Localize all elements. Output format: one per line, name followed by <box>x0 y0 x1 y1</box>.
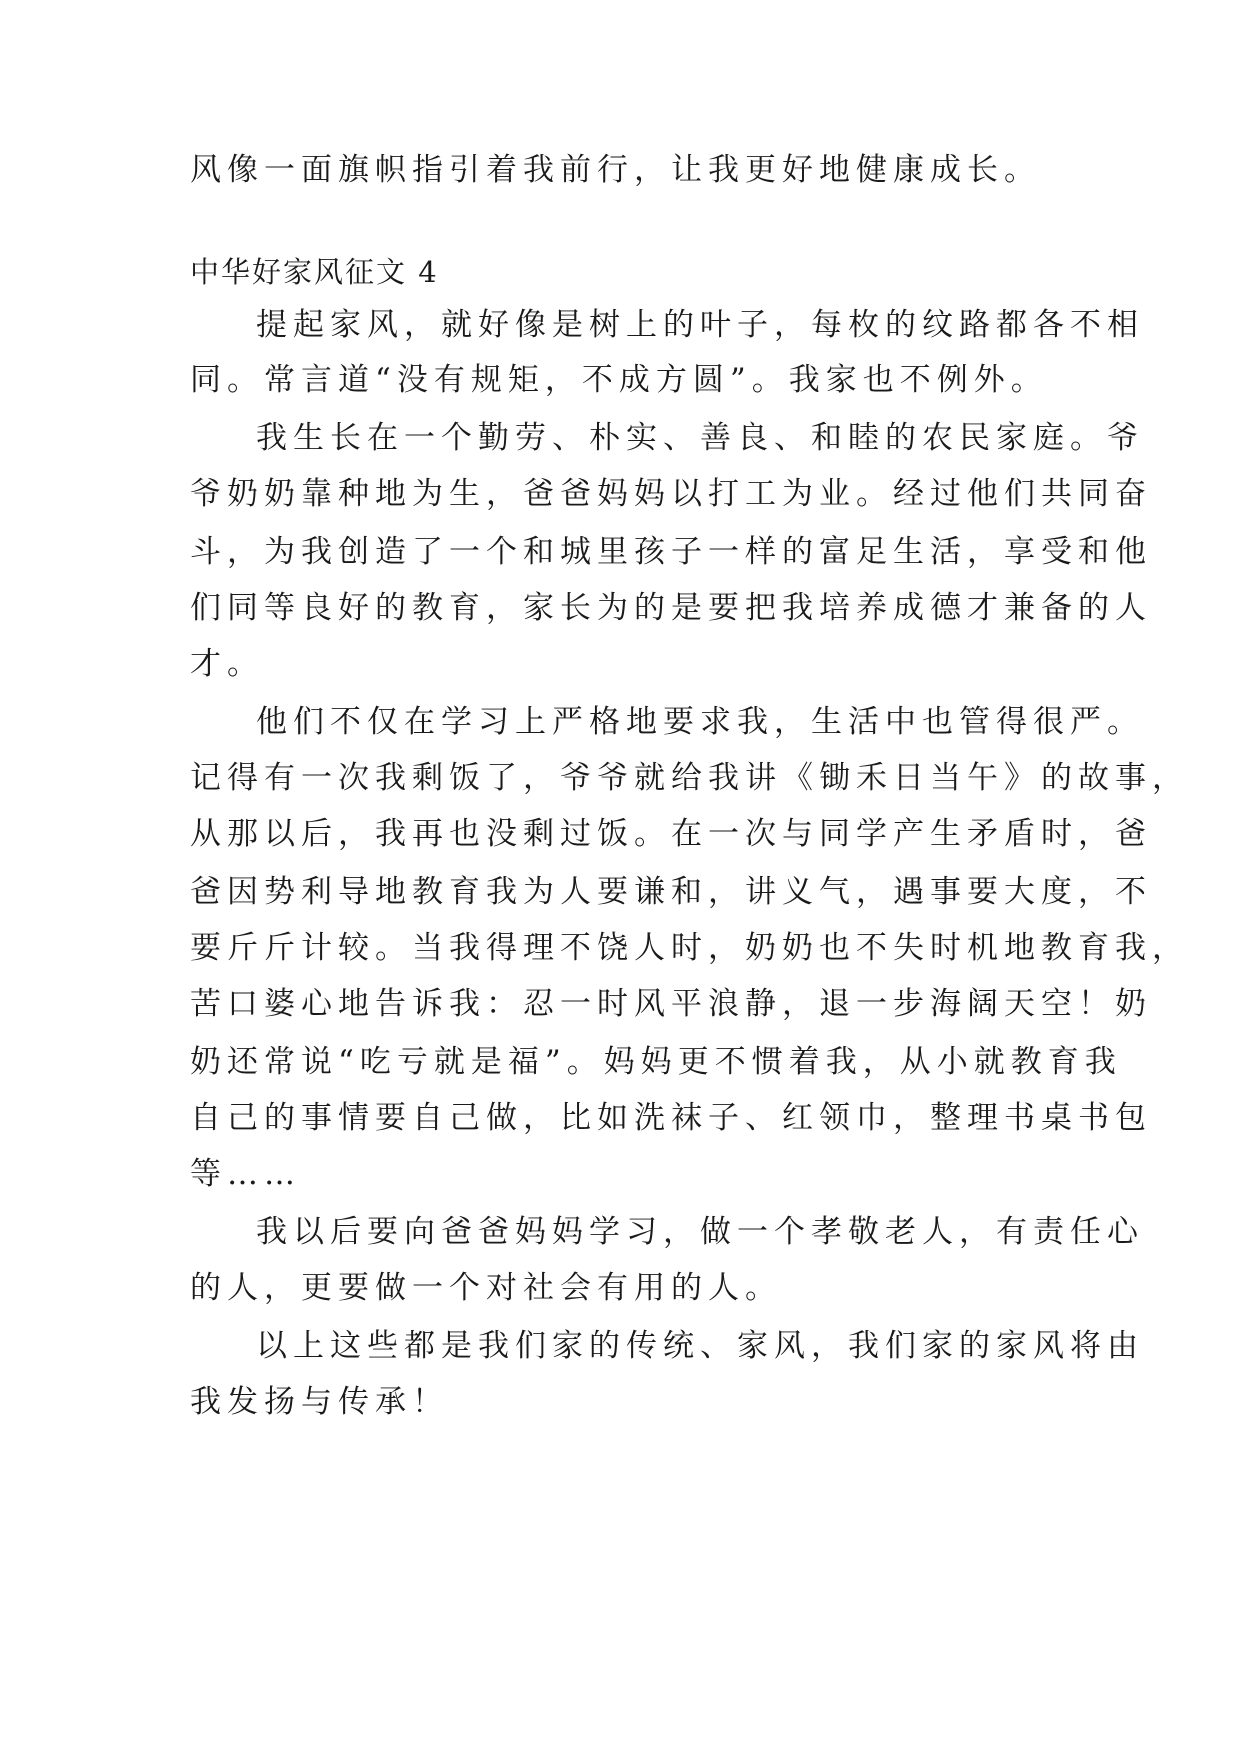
paragraph-line: 斗，为我创造了一个和城里孩子一样的富足生活，享受和他 <box>190 534 1152 570</box>
paragraph-line: 提起家风，就好像是树上的叶子，每枚的纹路都各不相 <box>256 307 1144 343</box>
paragraph-line: 苦口婆心地告诉我：忍一时风平浪静，退一步海阔天空！奶 <box>190 986 1152 1022</box>
paragraph-line: 爸因势利导地教育我为人要谦和，讲义气，遇事要大度，不 <box>190 874 1152 910</box>
paragraph-line: 的人，更要做一个对社会有用的人。 <box>190 1270 782 1306</box>
paragraph-line: 爷奶奶靠种地为生，爸爸妈妈以打工为业。经过他们共同奋 <box>190 476 1152 512</box>
paragraph-line: 等…… <box>190 1156 301 1192</box>
paragraph-line: 从那以后，我再也没剩过饭。在一次与同学产生矛盾时，爸 <box>190 816 1152 852</box>
paragraph-line: 奶还常说“吃亏就是福”。妈妈更不惯着我，从小就教育我 <box>190 1044 1122 1080</box>
paragraph-line: 我以后要向爸爸妈妈学习，做一个孝敬老人，有责任心 <box>256 1214 1144 1250</box>
paragraph-line: 才。 <box>190 646 264 682</box>
paragraph-line: 记得有一次我剩饭了，爷爷就给我讲《锄禾日当午》的故事， <box>190 760 1189 796</box>
paragraph-line: 们同等良好的教育，家长为的是要把我培养成德才兼备的人 <box>190 590 1152 626</box>
paragraph-line: 以上这些都是我们家的传统、家风，我们家的家风将由 <box>256 1328 1144 1364</box>
essay-title: 中华好家风征文 4 <box>190 255 439 289</box>
continuation-text: 风像一面旗帜指引着我前行，让我更好地健康成长。 <box>190 152 1041 188</box>
paragraph-line: 我发扬与传承！ <box>190 1384 449 1420</box>
paragraph-line: 自己的事情要自己做，比如洗袜子、红领巾，整理书桌书包 <box>190 1100 1152 1136</box>
paragraph-line: 要斤斤计较。当我得理不饶人时，奶奶也不失时机地教育我， <box>190 930 1189 966</box>
paragraph-line: 他们不仅在学习上严格地要求我，生活中也管得很严。 <box>256 704 1144 740</box>
paragraph-line: 同。常言道“没有规矩，不成方圆”。我家也不例外。 <box>190 362 1048 398</box>
paragraph-line: 我生长在一个勤劳、朴实、善良、和睦的农民家庭。爷 <box>256 420 1144 456</box>
